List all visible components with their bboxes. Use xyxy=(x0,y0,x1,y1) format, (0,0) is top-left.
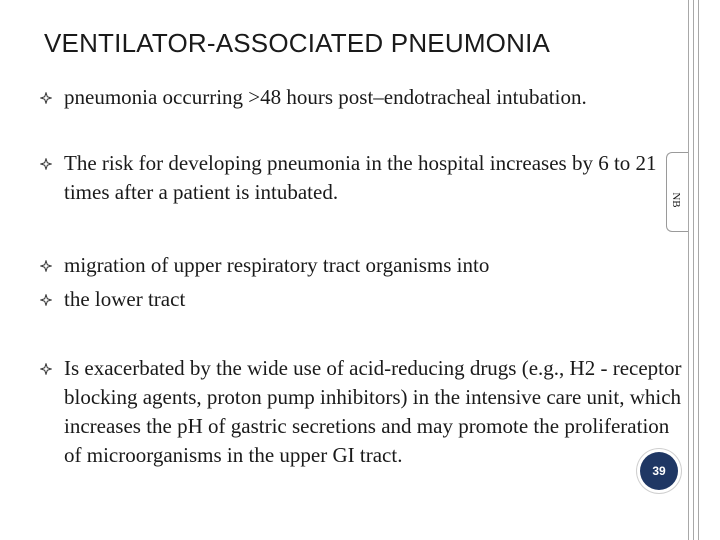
right-rail-line xyxy=(693,0,694,540)
bullet-text: the lower tract xyxy=(64,287,186,311)
bullet-icon xyxy=(40,294,52,306)
bullet-icon xyxy=(40,260,52,272)
right-rail-line xyxy=(688,0,689,540)
bullet-icon xyxy=(40,363,52,375)
bullet-text: The risk for developing pneumonia in the hospital increases by 6 to 21 times after a patient is intubated. xyxy=(64,151,657,204)
page-number-badge: 39 xyxy=(640,452,678,490)
bullet-icon xyxy=(40,158,52,170)
side-tab-label: NB xyxy=(670,192,682,208)
bullet-text: pneumonia occurring >48 hours post–endotracheal intubation. xyxy=(64,85,587,109)
right-rail-line xyxy=(698,0,699,540)
bullet-text: Is exacerbated by the wide use of acid-reducing drugs (e.g., H2 - receptor blocking agents, proton pump inhibitors) in the intensive care unit, which increases the pH of gastric secretions and may promote the proliferation of microorganisms in the upper GI tract. xyxy=(64,356,682,467)
slide-title: VENTILATOR-ASSOCIATED PNEUMONIA xyxy=(44,28,551,58)
bullet-text: migration of upper respiratory tract organisms into xyxy=(64,253,490,277)
bullet-icon xyxy=(40,92,52,104)
